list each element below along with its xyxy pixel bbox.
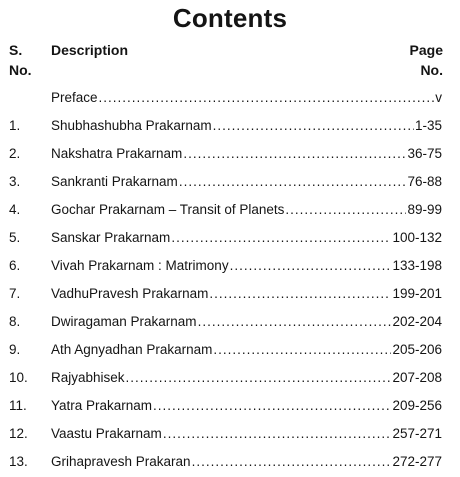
toc-entry-number: 13. (9, 454, 28, 469)
toc-entry-label: Grihapravesh Prakaran (51, 454, 191, 469)
toc-entry-number: 11. (9, 398, 27, 413)
toc-row (9, 368, 442, 388)
toc-row (9, 284, 442, 304)
toc-entry-page: 133-198 (392, 258, 442, 273)
column-header-page-line1: Page (409, 42, 443, 58)
toc-row (9, 172, 442, 192)
toc-row (9, 144, 442, 164)
toc-row (9, 312, 442, 332)
dot-leader (230, 256, 392, 276)
toc-row (9, 452, 442, 472)
toc-entry-label: Vivah Prakarnam : Matrimony (51, 258, 229, 273)
toc-entry-number: 8. (9, 314, 21, 329)
column-header-serial-number (9, 40, 49, 80)
toc-entry-page: 36-75 (407, 146, 442, 161)
toc-row (9, 256, 442, 276)
toc-entry-label: Dwiragaman Prakarnam (51, 314, 197, 329)
dot-leader (198, 312, 392, 332)
toc-row (9, 200, 442, 220)
dot-leader (171, 228, 391, 248)
toc-entry-number: 4. (9, 202, 21, 217)
toc-row (9, 396, 442, 416)
toc-row (9, 228, 442, 248)
toc-entry-label: Ath Agnyadhan Prakarnam (51, 342, 213, 357)
dot-leader (126, 368, 392, 388)
toc-entry-label: Shubhashubha Prakarnam (51, 118, 212, 133)
toc-entry-number: 5. (9, 230, 21, 245)
page-title: Contents (172, 3, 288, 33)
toc-row-preface (9, 88, 442, 108)
dot-leader (153, 396, 391, 416)
toc-entry-label: Gochar Prakarnam – Transit of Planets (51, 202, 285, 217)
toc-entry-page: 89-99 (407, 202, 442, 217)
toc-entry-label: Nakshatra Prakarnam (51, 146, 183, 161)
toc-entry-number: 9. (9, 342, 21, 357)
toc-entry-label: Vaastu Prakarnam (51, 426, 162, 441)
dot-leader (209, 284, 391, 304)
dot-leader (213, 340, 391, 360)
toc-entry-page: 199-201 (392, 286, 442, 301)
toc-entry-label: Sanskar Prakarnam (51, 230, 171, 245)
column-header-description: Description (51, 42, 129, 58)
toc-row (9, 116, 442, 136)
toc-row (9, 424, 442, 444)
toc-entry-number: 6. (9, 258, 21, 273)
dot-leader (163, 424, 392, 444)
column-header-serial-line1: S. (9, 42, 23, 58)
dot-leader (213, 116, 414, 136)
column-header-serial-line2: No. (9, 62, 32, 78)
toc-entry-label: VadhuPravesh Prakarnam (51, 286, 209, 301)
toc-entry-page: 100-132 (392, 230, 442, 245)
toc-entry-page: v (435, 90, 442, 105)
toc-entry-page: 205-206 (392, 342, 442, 357)
column-header-page-number (410, 40, 443, 80)
dot-leader (285, 200, 406, 220)
toc-entry-number: 10. (9, 370, 28, 385)
toc-entry-label: Yatra Prakarnam (51, 398, 153, 413)
dot-leader (192, 452, 392, 472)
toc-entry-number: 3. (9, 174, 21, 189)
toc-entry-page: 257-271 (392, 426, 442, 441)
dot-leader (179, 172, 407, 192)
toc-entry-number: 2. (9, 146, 21, 161)
toc-entry-page: 202-204 (392, 314, 442, 329)
toc-row (9, 340, 442, 360)
toc-entry-number: 1. (9, 118, 21, 133)
toc-entry-label: Rajyabhisek (51, 370, 125, 385)
toc-entry-number: 12. (9, 426, 28, 441)
toc-entry-page: 272-277 (392, 454, 442, 469)
toc-entry-label: Sankranti Prakarnam (51, 174, 178, 189)
dot-leader (99, 88, 435, 108)
toc-entry-page: 76-88 (407, 174, 442, 189)
toc-entry-label: Preface (51, 90, 98, 105)
toc-entry-page: 207-208 (392, 370, 442, 385)
column-header-page-line2: No. (420, 62, 443, 78)
toc-entry-page: 209-256 (392, 398, 442, 413)
toc-entry-number: 7. (9, 286, 21, 301)
toc-entry-page: 1-35 (414, 118, 442, 133)
dot-leader (183, 144, 406, 164)
